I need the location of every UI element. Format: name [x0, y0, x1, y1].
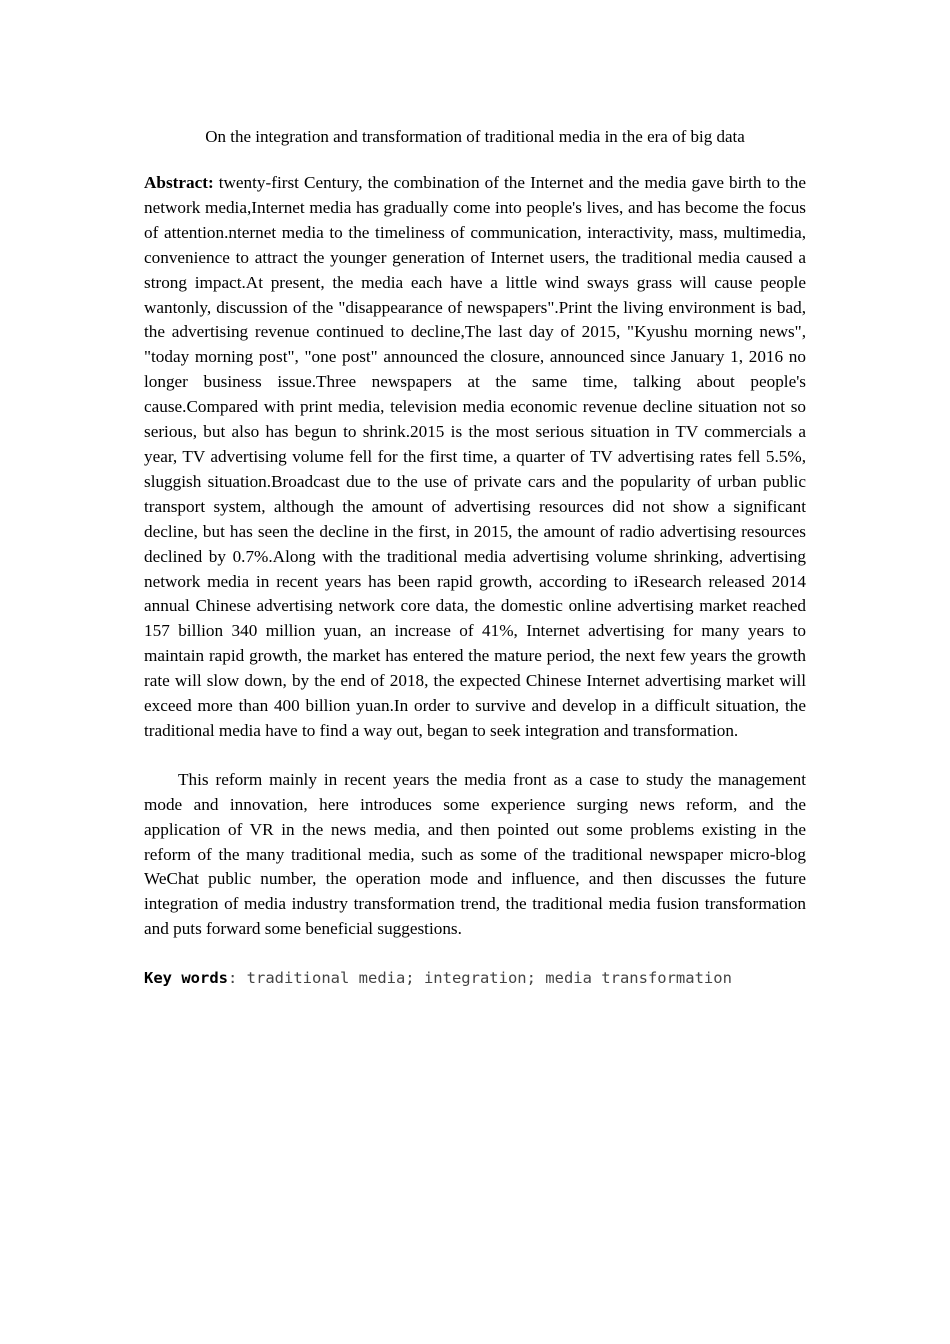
document-body: [144, 124, 806, 990]
body-paragraph-2: This reform mainly in recent years the media front as a case to study the management mode and innovation, here introduces some experience surging news reform, and the application of VR in the news media, and then pointed out some problems existing in the reform of the many traditional media, such as some of the traditional newspaper micro-blog WeChat public number, the operation mode and influence, and then discusses the future integration of media industry transformation trend, the traditional media fusion transformation and puts forward some beneficial suggestions.: [144, 769, 806, 939]
document-title: On the integration and transformation of traditional media in the era of big data: [205, 127, 745, 146]
abstract-text: twenty-first Century, the combination of the Internet and the media gave birth to the network media,Internet media has gradually come into people's lives, and has become the focus of attention.nternet media to the timeliness of communication, interactivity, mass, multimedia, convenience to attract the younger generation of Internet users, the traditional media caused a strong impact.At present, the media each have a little wind sways grass will cause people wantonly, discussion of the "disappearance of newspapers".Print the living environment is bad, the advertising revenue continued to decline,The last day of 2015, "Kyushu morning news", "today morning post", "one post" announced the closure, announced since January 1, 2016 no longer business issue.Three newspapers at the same time, talking about people's cause.Compared with print media, television media economic revenue decline situation not so serious, but also has begun to shrink.2015 is the most serious situation in TV commercials a year, TV advertising volume fell for the first time, a quarter of TV advertising rates fell 5.5%, sluggish situation.Broadcast due to the use of private cars and the popularity of urban public transport system, although the amount of advertising resources did not show a significant decline, but has seen the decline in the first, in 2015, the amount of radio advertising resources declined by 0.7%.Along with the traditional media advertising volume shrinking, advertising network media in recent years has been rapid growth, according to iResearch released 2014 annual Chinese advertising network core data, the domestic online advertising market reached 157 billion 340 million yuan, an increase of 41%, Internet advertising for many years to maintain rapid growth, the market has entered the mature period, the next few years the growth rate will slow down, by the end of 2018, the expected Chinese Internet advertising market will exceed more than 400 billion yuan.In order to survive and develop in a difficult situation, the traditional media have to find a way out, began to seek integration and transformation.: [144, 173, 806, 740]
abstract-paragraph: [144, 171, 806, 744]
keywords-label: Key words: [144, 969, 228, 988]
keywords-text: traditional media; integration; media transformation: [246, 969, 732, 988]
keywords-line: [144, 966, 806, 990]
abstract-label: Abstract:: [144, 173, 214, 192]
keywords-separator: :: [228, 969, 247, 988]
